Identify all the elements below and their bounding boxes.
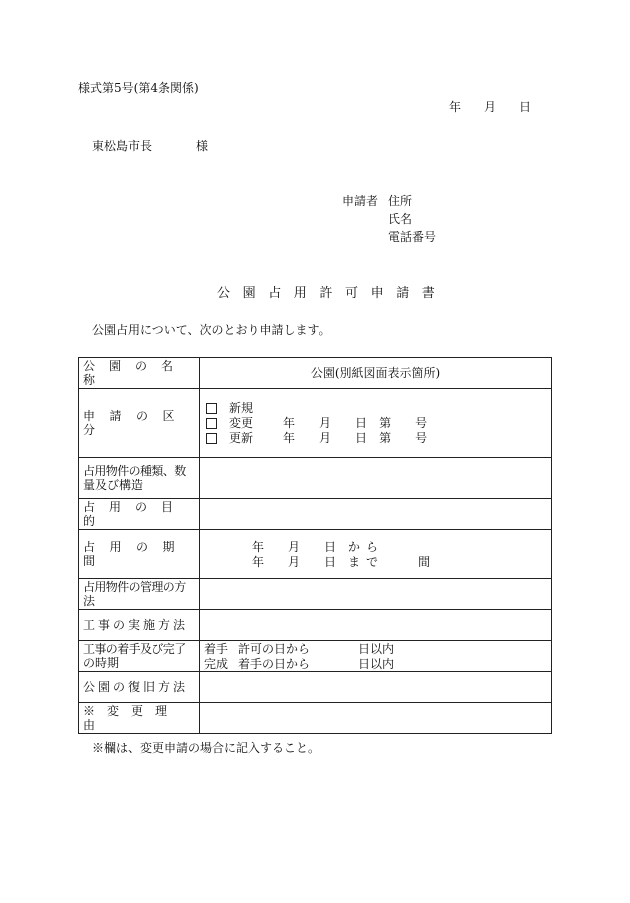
construction-start-line bbox=[204, 641, 547, 656]
occupancy-purpose-value-cell[interactable] bbox=[200, 499, 552, 530]
construction-method-label: 工事の実施方法 bbox=[83, 618, 189, 632]
addressee-name: 東松島市長 bbox=[92, 139, 153, 153]
table-row bbox=[79, 579, 552, 610]
occupancy-object-label-line2: 量及び構造 bbox=[83, 478, 144, 492]
construction-end-text: 着手の日から bbox=[238, 656, 311, 671]
restoration-method-label: 公園の復旧方法 bbox=[83, 680, 189, 694]
date-year-label: 年 bbox=[449, 100, 462, 114]
period-to-year: 年 bbox=[252, 554, 265, 569]
period-from-year: 年 bbox=[252, 539, 265, 554]
applicant-phone-label: 電話番号 bbox=[388, 230, 437, 244]
application-type-label: 申請の区分 bbox=[83, 409, 190, 437]
renewal-month-label: 月 bbox=[319, 431, 332, 445]
checkbox-change[interactable] bbox=[206, 418, 217, 429]
table-row bbox=[79, 458, 552, 499]
management-method-label-line1: 占用物件の管理の方 bbox=[83, 580, 186, 594]
option-change[interactable] bbox=[204, 416, 547, 431]
construction-schedule-label-line2: の時期 bbox=[83, 656, 120, 670]
construction-start-label: 着手 bbox=[204, 641, 229, 656]
restoration-method-value-cell[interactable] bbox=[200, 672, 552, 703]
management-method-label-cell bbox=[79, 579, 200, 610]
table-row bbox=[79, 641, 552, 672]
period-to-suffix: まで bbox=[348, 554, 385, 569]
construction-schedule-label-cell bbox=[79, 641, 200, 672]
option-renewal[interactable] bbox=[204, 431, 547, 446]
management-method-value-cell[interactable] bbox=[200, 579, 552, 610]
option-renewal-label: 更新 bbox=[229, 431, 254, 445]
occupancy-object-label-line1: 占用物件の種類、数 bbox=[83, 464, 186, 478]
period-from-month: 月 bbox=[288, 539, 301, 554]
date-month-label: 月 bbox=[484, 100, 497, 114]
footer-note: ※欄は、変更申請の場合に記入すること。 bbox=[92, 741, 321, 755]
change-dai-label: 第 bbox=[379, 416, 392, 430]
renewal-year-label: 年 bbox=[283, 431, 296, 445]
restoration-method-label-cell bbox=[79, 672, 200, 703]
change-reason-label-cell bbox=[79, 703, 200, 734]
change-go-label: 号 bbox=[415, 416, 428, 430]
table-row bbox=[79, 358, 552, 389]
park-name-label: 公園の名称 bbox=[83, 359, 188, 387]
application-type-options-cell bbox=[200, 389, 552, 458]
option-new-label: 新規 bbox=[229, 401, 254, 415]
addressee-honorific: 様 bbox=[196, 139, 209, 153]
date-day-label: 日 bbox=[519, 100, 532, 114]
period-to-day: 日 bbox=[324, 554, 337, 569]
occupancy-period-label: 占用の期間 bbox=[83, 540, 190, 568]
period-to-month: 月 bbox=[288, 554, 301, 569]
construction-start-text: 許可の日から bbox=[238, 641, 311, 656]
construction-end-label: 完成 bbox=[204, 656, 229, 671]
option-change-label: 変更 bbox=[229, 416, 254, 430]
table-row bbox=[79, 499, 552, 530]
application-type-label-cell bbox=[79, 389, 200, 458]
option-new[interactable] bbox=[204, 401, 547, 416]
construction-end-suffix: 日以内 bbox=[358, 656, 395, 671]
renewal-go-label: 号 bbox=[415, 431, 428, 445]
occupancy-object-value-cell[interactable] bbox=[200, 458, 552, 499]
checkbox-renewal[interactable] bbox=[206, 433, 217, 444]
table-row bbox=[79, 610, 552, 641]
renewal-day-label: 日 bbox=[355, 431, 368, 445]
park-name-value: 公園(別紙図面表示箇所) bbox=[310, 366, 441, 380]
checkbox-new[interactable] bbox=[206, 403, 217, 414]
park-name-label-cell bbox=[79, 358, 200, 389]
construction-schedule-label-line1: 工事の着手及び完了 bbox=[83, 642, 186, 656]
occupancy-period-value-cell[interactable] bbox=[200, 530, 552, 579]
management-method-label-line2: 法 bbox=[83, 594, 96, 608]
applicant-label: 申請者 bbox=[342, 194, 379, 208]
application-table bbox=[78, 357, 552, 734]
occupancy-object-label-cell bbox=[79, 458, 200, 499]
change-day-label: 日 bbox=[355, 416, 368, 430]
construction-end-line bbox=[204, 656, 547, 671]
table-row bbox=[79, 530, 552, 579]
change-year-label: 年 bbox=[283, 416, 296, 430]
period-from-line bbox=[204, 539, 547, 554]
change-month-label: 月 bbox=[319, 416, 332, 430]
table-row bbox=[79, 703, 552, 734]
renewal-dai-label: 第 bbox=[379, 431, 392, 445]
occupancy-purpose-label: 占用の目的 bbox=[83, 500, 188, 528]
page-title: 公園占用許可申請書 bbox=[217, 286, 448, 301]
construction-schedule-value-cell[interactable] bbox=[200, 641, 552, 672]
construction-start-suffix: 日以内 bbox=[358, 641, 395, 656]
table-row bbox=[79, 389, 552, 458]
table-row bbox=[79, 672, 552, 703]
period-to-line bbox=[204, 554, 547, 569]
park-name-value-cell bbox=[200, 358, 552, 389]
occupancy-purpose-label-cell bbox=[79, 499, 200, 530]
change-reason-label: ※変更理由 bbox=[83, 704, 180, 732]
period-from-day: 日 bbox=[324, 539, 337, 554]
period-duration-label: 間 bbox=[418, 554, 431, 569]
applicant-address-label: 住所 bbox=[388, 194, 413, 208]
intro-text: 公園占用について、次のとおり申請します。 bbox=[92, 323, 331, 337]
occupancy-period-label-cell bbox=[79, 530, 200, 579]
applicant-name-label: 氏名 bbox=[388, 212, 413, 226]
change-reason-value-cell[interactable] bbox=[200, 703, 552, 734]
period-from-suffix: から bbox=[348, 539, 385, 554]
construction-method-label-cell bbox=[79, 610, 200, 641]
construction-method-value-cell[interactable] bbox=[200, 610, 552, 641]
form-number: 様式第5号(第4条関係) bbox=[78, 81, 199, 95]
